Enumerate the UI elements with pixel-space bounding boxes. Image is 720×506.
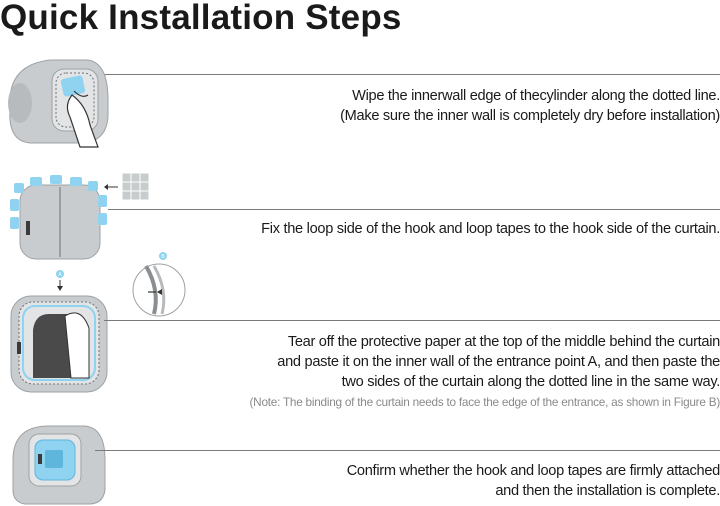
step-4-divider [95, 450, 720, 451]
step-2-text [261, 219, 720, 239]
figure-b-detail [128, 252, 198, 322]
step-3-text [250, 332, 720, 412]
step-4-line-2: and then the installation is complete. [495, 483, 720, 499]
page-title: Quick Installation Steps [0, 0, 402, 37]
step-1-illustration [0, 55, 110, 145]
step-3-line-1: Tear off the protective paper at the top of the middle behind the curtain [287, 334, 720, 350]
step-1-divider [95, 74, 720, 75]
step-4-text [347, 461, 720, 501]
step-3-line-3: two sides of the curtain along the dotted line in the same way. [341, 374, 720, 390]
step-1-text [340, 86, 720, 126]
figure-b-label: B [161, 254, 165, 260]
step-4-illustration [5, 420, 115, 505]
step-3-divider [104, 320, 720, 321]
step-1-line-1: Wipe the innerwall edge of thecylinder along the dotted line. [352, 88, 720, 104]
step-3-illustration [5, 270, 115, 395]
step-1-line-2: (Make sure the inner wall is completely dry before installation) [340, 108, 720, 124]
step-2-line-1: Fix the loop side of the hook and loop tapes to the hook side of the curtain. [261, 221, 720, 237]
step-2-divider [108, 209, 720, 210]
point-a-label: A [58, 272, 62, 278]
step-3-line-2: and paste it on the inner wall of the entrance point A, and then paste the [277, 354, 720, 370]
step-2-illustration [0, 165, 160, 265]
step-3-note: (Note: The binding of the curtain needs to face the edge of the entrance, as shown in Figure B) [249, 395, 720, 409]
step-4-line-1: Confirm whether the hook and loop tapes are firmly attached [346, 463, 720, 479]
